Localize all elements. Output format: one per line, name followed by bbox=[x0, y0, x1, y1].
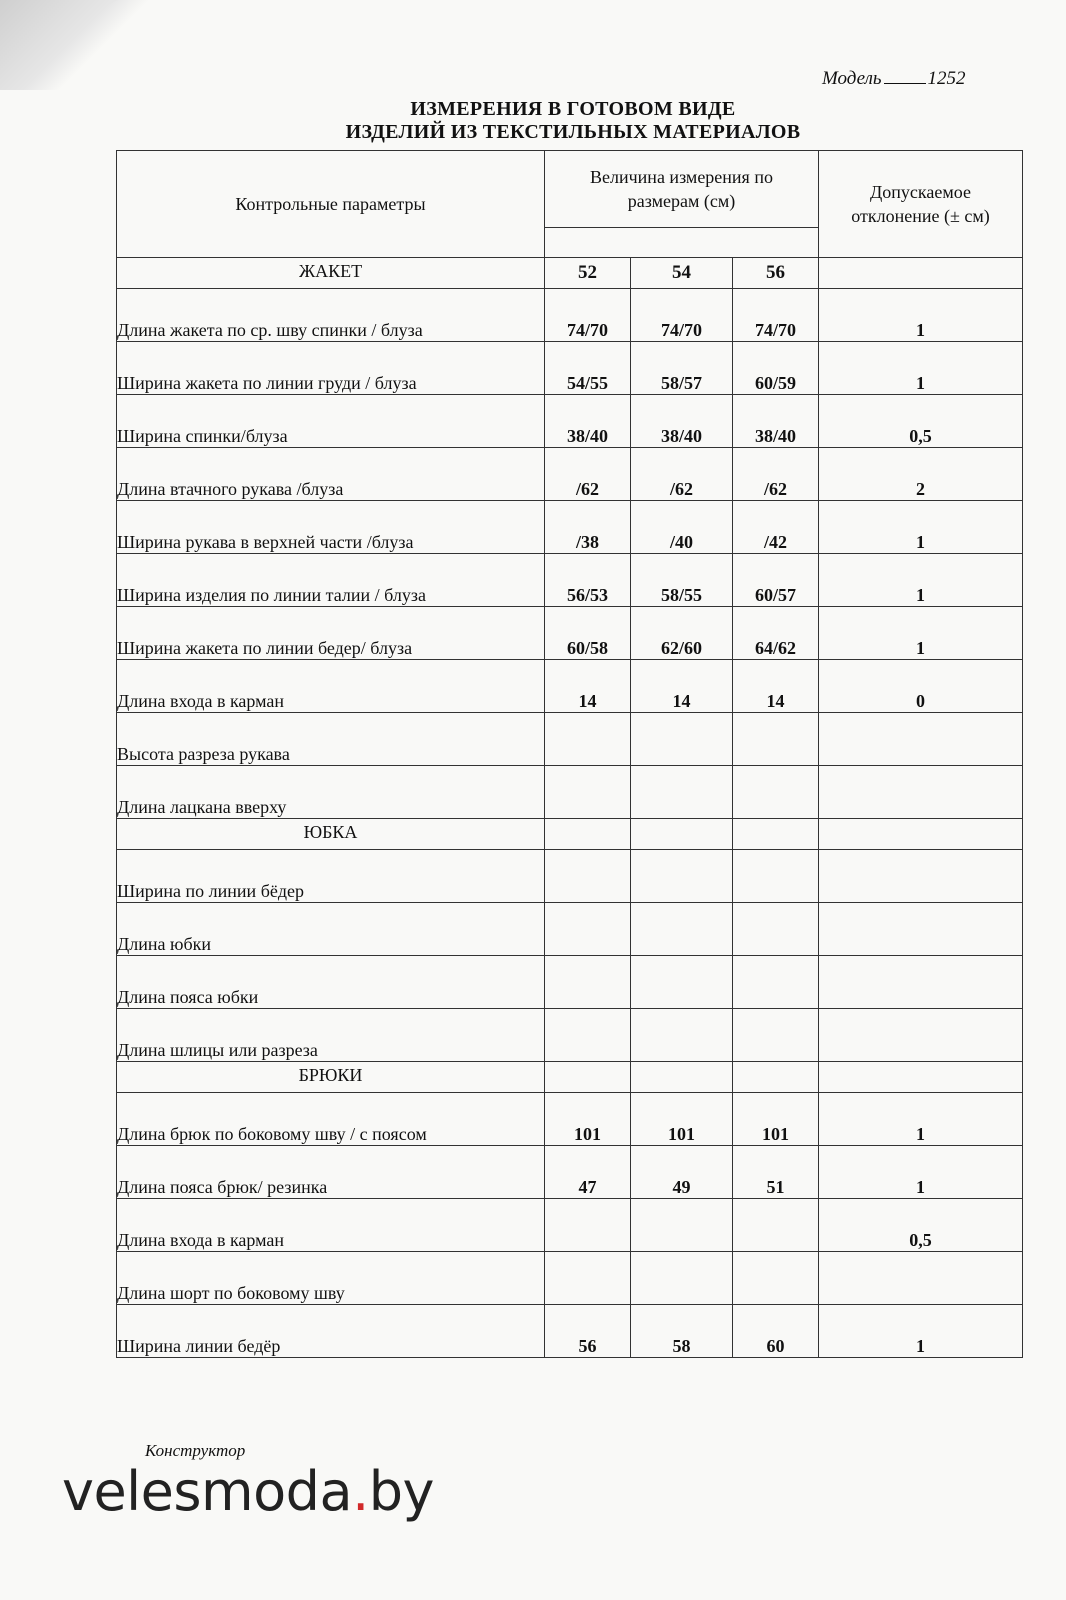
model-underline bbox=[884, 66, 926, 84]
value-56: 101 bbox=[733, 1093, 819, 1146]
tolerance-cell bbox=[819, 819, 1023, 850]
model-line bbox=[822, 66, 966, 90]
value-52: 47 bbox=[545, 1146, 631, 1199]
value-56: 51 bbox=[733, 1146, 819, 1199]
size-header bbox=[733, 1062, 819, 1093]
param-cell: Длина жакета по ср. шву спинки / блуза bbox=[117, 289, 545, 342]
document-title-line2: ИЗДЕЛИЙ ИЗ ТЕКСТИЛЬНЫХ МАТЕРИАЛОВ bbox=[345, 121, 801, 143]
section-row bbox=[117, 1062, 1023, 1093]
header-size: Величина измерения по размерам (см) bbox=[545, 151, 819, 228]
value-54: /62 bbox=[631, 448, 733, 501]
size-header: 52 bbox=[545, 258, 631, 289]
tolerance-cell: 0 bbox=[819, 660, 1023, 713]
value-52: 54/55 bbox=[545, 342, 631, 395]
table-row bbox=[117, 289, 1023, 342]
value-54: 49 bbox=[631, 1146, 733, 1199]
tolerance-cell: 0,5 bbox=[819, 1199, 1023, 1252]
param-cell: Ширина по линии бёдер bbox=[117, 850, 545, 903]
tolerance-cell bbox=[819, 713, 1023, 766]
value-56: 14 bbox=[733, 660, 819, 713]
value-56 bbox=[733, 903, 819, 956]
value-52 bbox=[545, 1199, 631, 1252]
value-56: 38/40 bbox=[733, 395, 819, 448]
value-54 bbox=[631, 1252, 733, 1305]
tolerance-cell bbox=[819, 766, 1023, 819]
size-header bbox=[733, 819, 819, 850]
model-label: Модель bbox=[822, 68, 882, 89]
tolerance-cell: 1 bbox=[819, 607, 1023, 660]
param-cell: Длина входа в карман bbox=[117, 1199, 545, 1252]
table-row bbox=[117, 448, 1023, 501]
value-52 bbox=[545, 956, 631, 1009]
size-header: 54 bbox=[631, 258, 733, 289]
value-56: /42 bbox=[733, 501, 819, 554]
value-54 bbox=[631, 1199, 733, 1252]
value-56: 60/59 bbox=[733, 342, 819, 395]
value-54: 62/60 bbox=[631, 607, 733, 660]
tolerance-cell bbox=[819, 1062, 1023, 1093]
folded-corner bbox=[0, 0, 160, 90]
table-row bbox=[117, 713, 1023, 766]
value-54 bbox=[631, 903, 733, 956]
param-cell: Ширина жакета по линии груди / блуза bbox=[117, 342, 545, 395]
value-52: 38/40 bbox=[545, 395, 631, 448]
table-row bbox=[117, 1199, 1023, 1252]
size-header bbox=[545, 819, 631, 850]
table-row bbox=[117, 1009, 1023, 1062]
value-54: 58 bbox=[631, 1305, 733, 1358]
value-52 bbox=[545, 903, 631, 956]
size-header bbox=[545, 1062, 631, 1093]
section-title: БРЮКИ bbox=[117, 1062, 545, 1093]
value-54: 58/55 bbox=[631, 554, 733, 607]
tolerance-cell: 0,5 bbox=[819, 395, 1023, 448]
value-52: /38 bbox=[545, 501, 631, 554]
model-number: 1252 bbox=[927, 68, 966, 89]
value-56 bbox=[733, 1009, 819, 1062]
param-cell: Длина втачного рукава /блуза bbox=[117, 448, 545, 501]
table-row bbox=[117, 850, 1023, 903]
param-cell: Длина брюк по боковому шву / с поясом bbox=[117, 1093, 545, 1146]
param-cell: Ширина изделия по линии талии / блуза bbox=[117, 554, 545, 607]
value-54: 14 bbox=[631, 660, 733, 713]
param-cell: Длина шлицы или разреза bbox=[117, 1009, 545, 1062]
section-title: ЮБКА bbox=[117, 819, 545, 850]
table-row bbox=[117, 903, 1023, 956]
value-56 bbox=[733, 850, 819, 903]
measurements-body bbox=[117, 258, 1023, 1358]
param-cell: Ширина жакета по линии бедер/ блуза bbox=[117, 607, 545, 660]
table-row bbox=[117, 395, 1023, 448]
table-row bbox=[117, 766, 1023, 819]
value-52 bbox=[545, 713, 631, 766]
value-52: 14 bbox=[545, 660, 631, 713]
value-52: 101 bbox=[545, 1093, 631, 1146]
value-52 bbox=[545, 850, 631, 903]
value-56: 60/57 bbox=[733, 554, 819, 607]
tolerance-cell: 1 bbox=[819, 1305, 1023, 1358]
value-56: 64/62 bbox=[733, 607, 819, 660]
table-row bbox=[117, 554, 1023, 607]
size-header: 56 bbox=[733, 258, 819, 289]
tolerance-cell bbox=[819, 1252, 1023, 1305]
value-56 bbox=[733, 713, 819, 766]
tolerance-cell bbox=[819, 258, 1023, 289]
param-cell: Ширина спинки/блуза bbox=[117, 395, 545, 448]
section-row bbox=[117, 258, 1023, 289]
param-cell: Ширина рукава в верхней части /блуза bbox=[117, 501, 545, 554]
param-cell: Длина лацкана вверху bbox=[117, 766, 545, 819]
table-row bbox=[117, 1093, 1023, 1146]
value-54 bbox=[631, 850, 733, 903]
value-54: 58/57 bbox=[631, 342, 733, 395]
table-row bbox=[117, 956, 1023, 1009]
tolerance-cell: 1 bbox=[819, 1093, 1023, 1146]
section-title: ЖАКЕТ bbox=[117, 258, 545, 289]
value-54: 74/70 bbox=[631, 289, 733, 342]
value-54: 38/40 bbox=[631, 395, 733, 448]
section-row bbox=[117, 819, 1023, 850]
value-56: /62 bbox=[733, 448, 819, 501]
value-56 bbox=[733, 1199, 819, 1252]
table-row bbox=[117, 1252, 1023, 1305]
value-56: 60 bbox=[733, 1305, 819, 1358]
value-52: /62 bbox=[545, 448, 631, 501]
param-cell: Ширина линии бедёр bbox=[117, 1305, 545, 1358]
tolerance-cell: 1 bbox=[819, 501, 1023, 554]
tolerance-cell: 2 bbox=[819, 448, 1023, 501]
tolerance-cell bbox=[819, 956, 1023, 1009]
table-row bbox=[117, 660, 1023, 713]
tolerance-cell: 1 bbox=[819, 1146, 1023, 1199]
header-tolerance: Допускаемое отклонение (± см) bbox=[819, 151, 1023, 258]
value-52: 56/53 bbox=[545, 554, 631, 607]
value-52: 60/58 bbox=[545, 607, 631, 660]
site-watermark: velesmoda.by bbox=[62, 1460, 434, 1523]
param-cell: Длина юбки bbox=[117, 903, 545, 956]
size-header bbox=[631, 1062, 733, 1093]
tolerance-cell bbox=[819, 1009, 1023, 1062]
param-cell: Длина шорт по боковому шву bbox=[117, 1252, 545, 1305]
tolerance-cell bbox=[819, 850, 1023, 903]
param-cell: Длина пояса юбки bbox=[117, 956, 545, 1009]
value-56 bbox=[733, 956, 819, 1009]
value-52: 74/70 bbox=[545, 289, 631, 342]
value-56: 74/70 bbox=[733, 289, 819, 342]
value-54 bbox=[631, 1009, 733, 1062]
value-54: /40 bbox=[631, 501, 733, 554]
table-row bbox=[117, 501, 1023, 554]
param-cell: Длина входа в карман bbox=[117, 660, 545, 713]
table-row bbox=[117, 1305, 1023, 1358]
document-title-line1: ИЗМЕРЕНИЯ В ГОТОВОМ ВИДЕ bbox=[410, 98, 736, 120]
value-52 bbox=[545, 766, 631, 819]
value-56 bbox=[733, 766, 819, 819]
value-52: 56 bbox=[545, 1305, 631, 1358]
tolerance-cell: 1 bbox=[819, 289, 1023, 342]
tolerance-cell: 1 bbox=[819, 342, 1023, 395]
header-param: Контрольные параметры bbox=[117, 151, 545, 258]
value-52 bbox=[545, 1009, 631, 1062]
value-54: 101 bbox=[631, 1093, 733, 1146]
size-header bbox=[631, 819, 733, 850]
value-52 bbox=[545, 1252, 631, 1305]
tolerance-cell bbox=[819, 903, 1023, 956]
param-cell: Длина пояса брюк/ резинка bbox=[117, 1146, 545, 1199]
table-row bbox=[117, 607, 1023, 660]
value-54 bbox=[631, 713, 733, 766]
table-row bbox=[117, 342, 1023, 395]
value-54 bbox=[631, 766, 733, 819]
param-cell: Высота разреза рукава bbox=[117, 713, 545, 766]
table-row bbox=[117, 1146, 1023, 1199]
tolerance-cell: 1 bbox=[819, 554, 1023, 607]
value-54 bbox=[631, 956, 733, 1009]
measurements-table bbox=[116, 150, 1023, 1358]
constructor-label: Конструктор bbox=[145, 1441, 246, 1460]
value-56 bbox=[733, 1252, 819, 1305]
